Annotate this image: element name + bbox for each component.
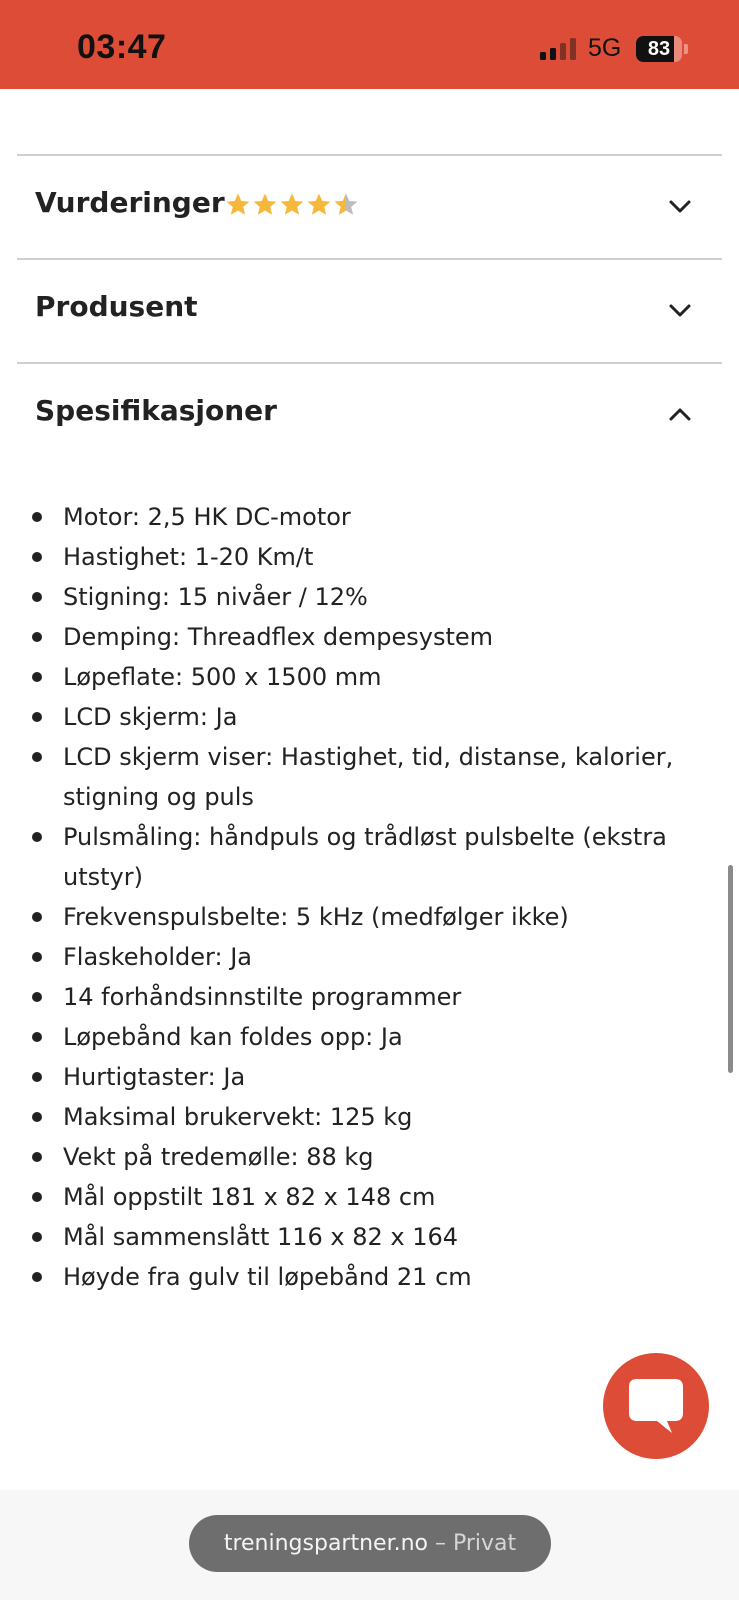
specifications-title: Spesifikasjoner [35, 394, 277, 427]
spec-item [0, 1097, 739, 1137]
accordion-specifications[interactable] [17, 364, 722, 464]
specifications-list [0, 497, 739, 1297]
spec-text: Hastighet: 1-20 Km/t [63, 543, 314, 571]
spec-text: Stigning: 15 nivåer / 12% [63, 583, 368, 611]
ratings-title: Vurderinger [35, 186, 225, 219]
spec-item [0, 1217, 739, 1257]
spec-text: Hurtigtaster: Ja [63, 1063, 246, 1091]
accordion-ratings[interactable] [17, 156, 722, 256]
spec-item [0, 937, 739, 977]
address-domain: treningspartner.no [223, 1531, 428, 1556]
spec-item [0, 1137, 739, 1177]
spec-text: 14 forhåndsinnstilte programmer [63, 983, 462, 1011]
battery-percent: 83 [647, 38, 671, 60]
spec-item [0, 657, 739, 697]
spec-text: Mål oppstilt 181 x 82 x 148 cm [63, 1183, 436, 1211]
spec-item [0, 897, 739, 937]
manufacturer-title: Produsent [35, 290, 198, 323]
star-half-icon [335, 194, 358, 215]
spec-item [0, 537, 739, 577]
spec-item [0, 1257, 739, 1297]
chevron-down-icon [668, 302, 692, 318]
spec-item [0, 497, 739, 537]
star-full-icon [254, 194, 277, 215]
accordion-manufacturer[interactable] [17, 260, 722, 360]
chat-button[interactable] [603, 1353, 709, 1459]
spec-text: Maksimal brukervekt: 125 kg [63, 1103, 413, 1131]
spec-item [0, 817, 739, 897]
star-full-icon [308, 194, 331, 215]
spec-item [0, 1017, 739, 1057]
network-type: 5G [588, 34, 622, 62]
spec-item [0, 1057, 739, 1097]
battery-icon [636, 36, 688, 62]
spec-text: Mål sammenslått 116 x 82 x 164 [63, 1223, 459, 1251]
spec-text: LCD skjerm viser: Hastighet, tid, distanse, kalorier, stigning og puls [63, 743, 674, 811]
spec-text: Vekt på tredemølle: 88 kg [63, 1143, 374, 1171]
status-bar [0, 0, 739, 89]
star-full-icon [227, 194, 250, 215]
spec-text: Motor: 2,5 HK DC-motor [63, 503, 351, 531]
spec-text: Frekvenspulsbelte: 5 kHz (medfølger ikke) [63, 903, 569, 931]
spec-text: Løpeflate: 500 x 1500 mm [63, 663, 382, 691]
chevron-up-icon [668, 406, 692, 422]
cellular-signal-icon [540, 38, 580, 60]
spec-item [0, 1177, 739, 1217]
address-private-label: – Privat [428, 1531, 517, 1556]
spec-item [0, 617, 739, 657]
spec-text: Høyde fra gulv til løpebånd 21 cm [63, 1263, 472, 1291]
spec-text: Løpebånd kan foldes opp: Ja [63, 1023, 403, 1051]
status-time: 03:47 [77, 28, 167, 66]
star-full-icon [281, 194, 304, 215]
chat-bubble-icon [623, 1373, 689, 1439]
spec-text: Flaskeholder: Ja [63, 943, 252, 971]
spec-text: LCD skjerm: Ja [63, 703, 238, 731]
spec-item [0, 697, 739, 737]
spec-item [0, 737, 739, 817]
scrollbar[interactable] [728, 865, 733, 1073]
spec-item [0, 577, 739, 617]
star-rating [225, 191, 365, 219]
chevron-down-icon [668, 198, 692, 214]
address-bar[interactable] [189, 1515, 551, 1572]
spec-text: Demping: Threadflex dempesystem [63, 623, 494, 651]
spec-item [0, 977, 739, 1017]
spec-text: Pulsmåling: håndpuls og trådløst pulsbelte (ekstra utstyr) [63, 823, 667, 891]
